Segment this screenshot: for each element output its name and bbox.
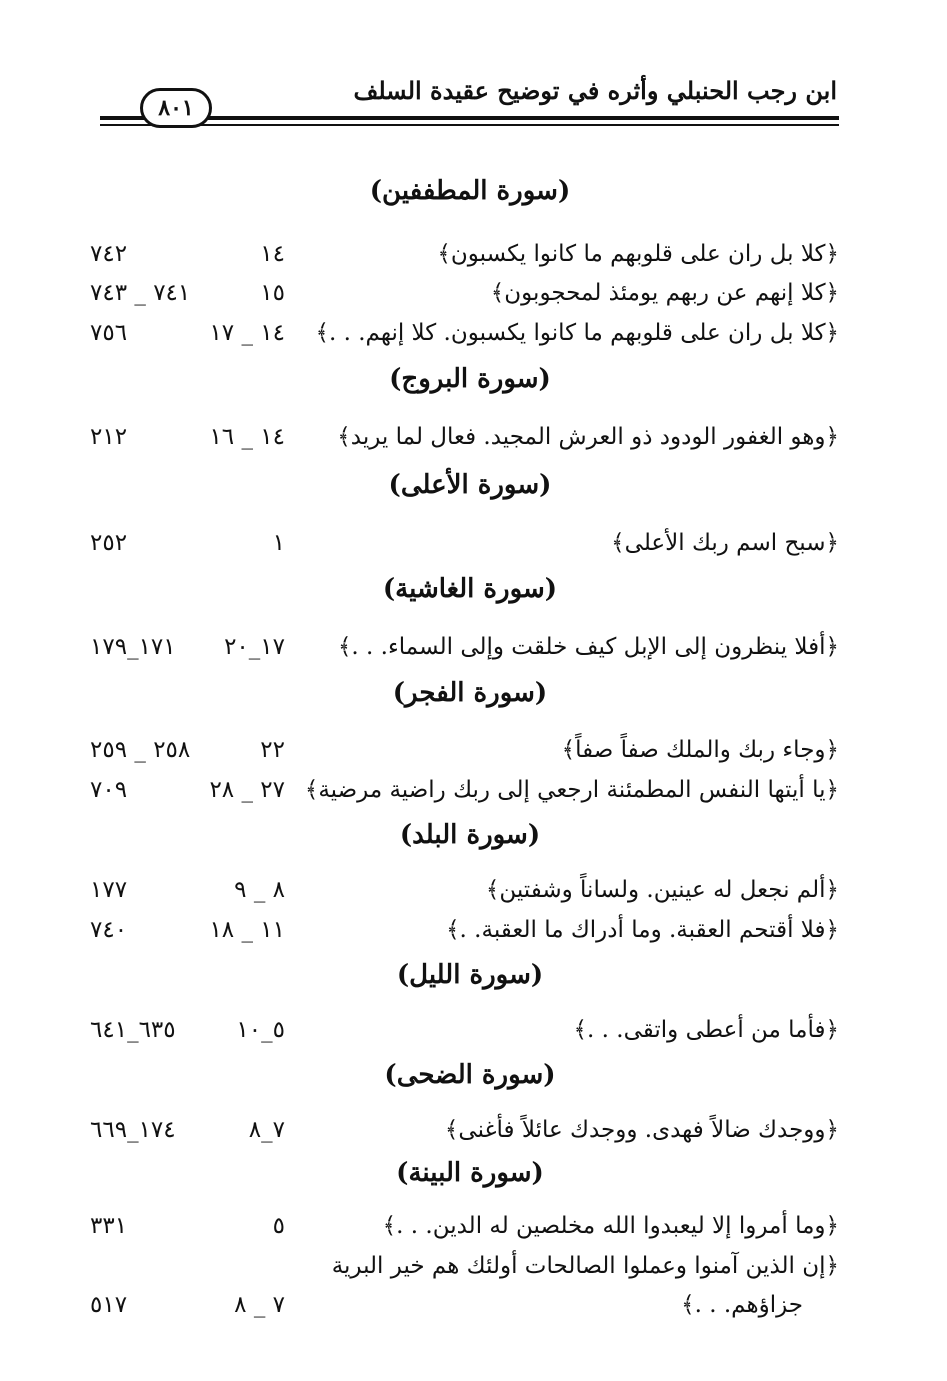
surah-heading: (سورة المطففين) xyxy=(369,176,571,206)
page-reference: ٣٣١ xyxy=(90,1213,128,1239)
ayah-number: ٧ _ ٨ xyxy=(234,1292,285,1318)
ayah-number: ١٤ _ ١٦ xyxy=(209,424,285,450)
surah-heading: (سورة البينة) xyxy=(396,1158,544,1188)
header-rule-thick xyxy=(100,116,839,120)
page-reference: ٢١٢ xyxy=(90,424,128,450)
ayah-number: ١٤ xyxy=(260,241,285,267)
ayah-number: ٢٧ _ ٢٨ xyxy=(209,777,285,803)
ayah-number: ٥_١٠ xyxy=(236,1017,285,1043)
page-reference: ١٧٤_٦٦٩ xyxy=(90,1117,176,1143)
surah-heading: (سورة الأعلى) xyxy=(388,470,552,500)
verse-text: ﴿فلا أقتحم العقبة. وما أدراك ما العقبة. .﴾ xyxy=(446,917,839,943)
running-title: ابن رجب الحنبلي وأثره في توضيح عقيدة السلف xyxy=(353,76,837,105)
verse-text: ﴿كلا بل ران على قلوبهم ما كانوا يكسبون﴾ xyxy=(437,241,839,267)
ayah-number: ٨ _ ٩ xyxy=(234,877,285,903)
verse-text: ﴿يا أيتها النفس المطمئنة ارجعي إلى ربك راضية مرضية﴾ xyxy=(304,777,839,803)
page-number-badge: ٨٠١ xyxy=(140,88,212,128)
surah-heading: (سورة البلد) xyxy=(399,820,541,850)
ayah-number: ٧_٨ xyxy=(248,1117,285,1143)
ayah-number: ١٧_٢٠ xyxy=(224,634,285,660)
header-rule-thin xyxy=(100,124,839,126)
surah-heading: (سورة الفجر) xyxy=(392,678,548,708)
verse-text: ﴿أفلا ينظرون إلى الإبل كيف خلقت وإلى السماء. . .﴾ xyxy=(337,634,839,660)
ayah-number: ١ xyxy=(272,530,285,556)
surah-heading: (سورة الضحى) xyxy=(384,1060,556,1090)
page-reference: ٧٠٩ xyxy=(90,777,128,803)
ayah-number: ١٥ xyxy=(260,280,285,306)
verse-text: ﴿وما أمروا إلا ليعبدوا الله مخلصين له الدين. . .﴾ xyxy=(382,1213,839,1239)
verse-text: ﴿وجاء ربك والملك صفاً صفاً﴾ xyxy=(561,737,839,763)
page-reference: ٥١٧ xyxy=(90,1292,128,1318)
ayah-number: ٥ xyxy=(272,1213,285,1239)
verse-text: ﴿إن الذين آمنوا وعملوا الصالحات أولئك هم خير البرية xyxy=(331,1253,839,1279)
verse-text: ﴿وهو الغفور الودود ذو العرش المجيد. فعال لما يريد﴾ xyxy=(337,424,839,450)
verse-text: ﴿فأما من أعطى واتقى. . .﴾ xyxy=(573,1017,839,1043)
page-reference: ٦٣٥_٦٤١ xyxy=(90,1017,176,1043)
surah-heading: (سورة الغاشية) xyxy=(382,574,558,604)
page-reference: ٧٤٢ xyxy=(90,241,128,267)
page-reference: ٢٥٨ _ ٢٥٩ xyxy=(90,737,191,763)
page-reference: ٧٥٦ xyxy=(90,320,128,346)
page-reference: ١٧٧ xyxy=(90,877,128,903)
ayah-number: ٢٢ xyxy=(260,737,285,763)
page-reference: ٧٤١ _ ٧٤٣ xyxy=(90,280,191,306)
verse-continuation: جزاؤهم. . .﴾ xyxy=(681,1292,803,1318)
surah-heading: (سورة البروج) xyxy=(389,364,551,394)
verse-text: ﴿كلا بل ران على قلوبهم ما كانوا يكسبون. كلا إنهم. . .﴾ xyxy=(315,320,839,346)
page-reference: ٧٤٠ xyxy=(90,917,128,943)
verse-text: ﴿ألم نجعل له عينين. ولساناً وشفتين﴾ xyxy=(485,877,839,903)
page-reference: ١٧١_١٧٩ xyxy=(90,634,176,660)
verse-text: ﴿سبح اسم ربك الأعلى﴾ xyxy=(611,530,839,556)
surah-heading: (سورة الليل) xyxy=(396,960,544,990)
verse-text: ﴿ووجدك ضالاً فهدى. ووجدك عائلاً فأغنى﴾ xyxy=(444,1117,839,1143)
page-reference: ٢٥٢ xyxy=(90,530,128,556)
ayah-number: ١١ _ ١٨ xyxy=(209,917,285,943)
verse-text: ﴿كلا إنهم عن ربهم يومئذ لمحجوبون﴾ xyxy=(490,280,839,306)
ayah-number: ١٤ _ ١٧ xyxy=(209,320,285,346)
